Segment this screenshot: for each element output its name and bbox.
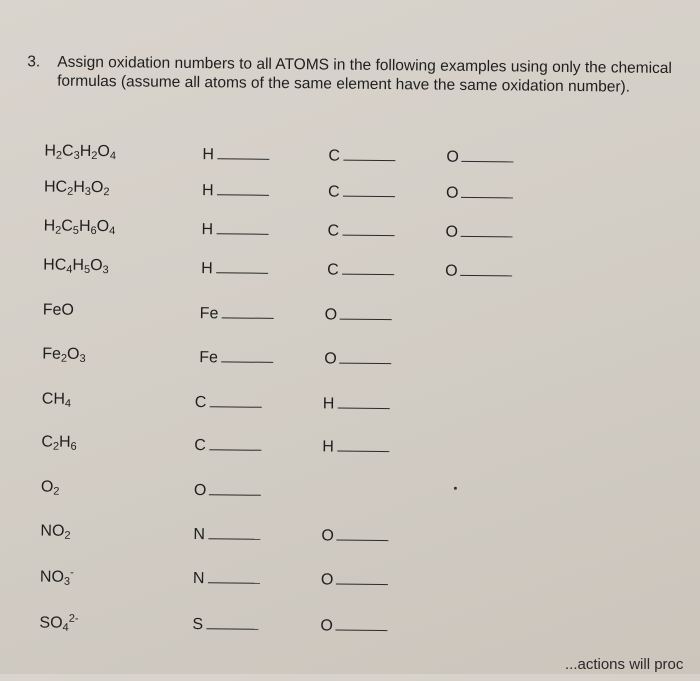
formula-part: 5 xyxy=(72,224,80,237)
oxidation-answer-slot xyxy=(323,393,390,414)
formula-part: 4 xyxy=(64,397,72,410)
answer-blank-line[interactable] xyxy=(207,568,259,584)
formula xyxy=(40,566,74,587)
formula-part: 2 xyxy=(64,529,71,542)
formula-row xyxy=(0,433,695,466)
formula xyxy=(43,256,109,276)
formula-part: H xyxy=(73,178,85,196)
footer-text: ...actions will proc xyxy=(565,656,684,673)
formula xyxy=(44,217,116,237)
answer-blank-line[interactable] xyxy=(342,221,394,237)
element-label: O xyxy=(324,350,337,368)
formula-part: FeO xyxy=(42,301,74,319)
answer-blank-line[interactable] xyxy=(216,258,268,274)
element-label: C xyxy=(327,222,340,240)
formula-part: CH xyxy=(41,390,66,408)
formula-row xyxy=(0,478,695,511)
answer-blank-line[interactable] xyxy=(206,614,258,630)
answer-blank-line[interactable] xyxy=(217,180,269,196)
formula-row xyxy=(0,301,697,334)
formula-part: NO xyxy=(40,522,65,540)
element-label: O xyxy=(320,571,334,589)
oxidation-answer-slot xyxy=(192,614,258,635)
formula xyxy=(42,390,71,409)
element-label: C xyxy=(327,261,339,279)
answer-blank-line[interactable] xyxy=(336,616,388,632)
formula-part: 2 xyxy=(60,352,68,365)
formula-part: SO xyxy=(39,614,63,632)
element-label: H xyxy=(202,146,215,164)
element-label: H xyxy=(322,438,334,456)
oxidation-answer-slot xyxy=(446,147,514,168)
oxidation-answer-slot xyxy=(195,392,262,413)
oxidation-answer-slot xyxy=(194,480,262,501)
answer-blank-line[interactable] xyxy=(209,480,261,496)
oxidation-answer-slot xyxy=(202,180,269,201)
formula-part: 3 xyxy=(63,575,71,588)
element-label: H xyxy=(201,221,214,239)
answer-blank-line[interactable] xyxy=(461,183,513,199)
formula-row xyxy=(0,256,697,289)
oxidation-answer-slot xyxy=(328,181,395,202)
formula-part: H xyxy=(58,433,71,451)
formula xyxy=(44,178,110,198)
element-label: C xyxy=(194,437,206,455)
question-header xyxy=(27,52,687,97)
element-label: Fe xyxy=(199,305,219,323)
formula-part: - xyxy=(70,566,74,579)
element-label: C xyxy=(327,183,340,201)
answer-blank-line[interactable] xyxy=(340,349,392,365)
formula-part: 6 xyxy=(70,440,77,453)
question-number: 3. xyxy=(27,53,41,71)
element-label: N xyxy=(193,526,206,544)
oxidation-answer-slot xyxy=(325,304,393,325)
element-label: C xyxy=(194,394,207,412)
oxidation-answer-slot xyxy=(193,524,260,545)
oxidation-answer-slot xyxy=(327,259,394,280)
formula-part: 2 xyxy=(55,224,62,237)
formula-row xyxy=(0,566,694,599)
answer-blank-line[interactable] xyxy=(209,392,261,408)
oxidation-answer-slot xyxy=(194,435,261,456)
formula-part: 2 xyxy=(67,185,74,198)
answer-blank-line[interactable] xyxy=(217,144,269,160)
answer-blank-line[interactable] xyxy=(337,526,389,542)
formula-part: H xyxy=(72,256,85,274)
formula-part: H xyxy=(78,217,91,235)
formula xyxy=(44,142,116,162)
oxidation-answer-slot xyxy=(322,436,389,457)
formula-part: HC xyxy=(43,178,68,196)
formula-part: 2 xyxy=(55,149,63,162)
formula-part: O xyxy=(40,478,54,496)
formula-part: HC xyxy=(43,256,67,274)
formula-part: H xyxy=(79,142,92,160)
formula-part: 2 xyxy=(53,485,60,498)
formula-part: O xyxy=(90,178,104,197)
formula-part: C xyxy=(62,142,74,160)
element-label: C xyxy=(328,147,341,165)
answer-blank-line[interactable] xyxy=(340,305,392,321)
element-label: O xyxy=(446,148,459,166)
formula-row xyxy=(0,522,694,555)
formula-part: 3 xyxy=(73,149,80,162)
answer-blank-line[interactable] xyxy=(461,261,513,277)
oxidation-answer-slot xyxy=(200,303,274,324)
oxidation-answer-slot xyxy=(445,261,513,282)
element-label: N xyxy=(192,570,205,588)
answer-blank-line[interactable] xyxy=(336,570,388,586)
oxidation-answer-slot xyxy=(201,258,268,279)
element-label: O xyxy=(193,482,207,500)
formula-row xyxy=(0,612,694,645)
formula-part: O xyxy=(96,218,110,236)
formula-part: O xyxy=(67,345,80,363)
oxidation-answer-slot xyxy=(328,145,395,166)
formula-part: 4 xyxy=(66,263,73,276)
formula-part: O xyxy=(97,143,111,161)
formula-part: Fe xyxy=(42,345,62,363)
element-label: O xyxy=(445,262,458,280)
question-text: Assign oxidation numbers to all ATOMS in the following examples using only the chemical formulas (assume all atoms of the same element have the same oxidation number). xyxy=(57,53,672,96)
element-label: H xyxy=(322,395,335,413)
formula-row xyxy=(0,178,698,211)
answer-blank-line[interactable] xyxy=(208,524,260,540)
oxidation-answer-slot xyxy=(193,568,260,589)
formula-part: 3 xyxy=(84,185,91,198)
answer-blank-line[interactable] xyxy=(343,146,395,162)
answer-blank-line[interactable] xyxy=(216,219,268,235)
formula-part: 3 xyxy=(79,352,86,365)
formula-part: H xyxy=(44,142,57,160)
formula xyxy=(41,478,60,497)
oxidation-answer-slot xyxy=(445,222,513,243)
element-label: O xyxy=(445,223,459,241)
formula xyxy=(39,612,78,633)
formula-part: 2- xyxy=(68,612,79,625)
answer-blank-line[interactable] xyxy=(343,182,395,198)
element-label: H xyxy=(201,182,214,200)
stray-mark xyxy=(454,487,457,490)
formula xyxy=(42,345,86,364)
formula-part: 6 xyxy=(90,224,97,238)
formula-part: 4 xyxy=(109,225,116,238)
answer-blank-line[interactable] xyxy=(337,437,389,453)
answer-blank-line[interactable] xyxy=(462,147,514,163)
element-label: Fe xyxy=(199,349,219,367)
oxidation-answer-slot xyxy=(321,525,389,546)
formula-part: 2 xyxy=(52,440,60,453)
formula-row xyxy=(0,390,696,423)
formula-row xyxy=(0,345,696,378)
formula-part: 4 xyxy=(109,150,117,163)
answer-blank-line[interactable] xyxy=(461,222,513,238)
formula-part: C xyxy=(61,217,73,235)
element-label: S xyxy=(192,616,204,634)
oxidation-answer-slot xyxy=(199,347,273,368)
oxidation-answer-slot xyxy=(202,144,269,165)
formula-part: 3 xyxy=(102,264,109,277)
element-label: H xyxy=(201,260,213,278)
oxidation-answer-slot xyxy=(321,569,389,590)
answer-blank-line[interactable] xyxy=(337,394,389,410)
formula-part: 5 xyxy=(83,263,91,276)
formula-part: H xyxy=(43,217,56,235)
formula xyxy=(43,301,74,319)
oxidation-answer-slot xyxy=(446,183,514,204)
formula xyxy=(41,433,77,452)
oxidation-answer-slot xyxy=(320,615,388,636)
element-label: O xyxy=(320,617,334,635)
answer-blank-line[interactable] xyxy=(209,435,261,451)
answer-blank-line[interactable] xyxy=(342,260,394,276)
formula-part: 4 xyxy=(62,621,69,634)
element-label: O xyxy=(321,527,334,545)
element-label: O xyxy=(445,184,459,202)
formula-part: C xyxy=(41,433,54,451)
formula-row xyxy=(0,217,698,250)
formula-part: O xyxy=(90,256,103,275)
element-label: O xyxy=(324,306,338,324)
formula-part: 2 xyxy=(103,186,110,199)
answer-blank-line[interactable] xyxy=(221,303,273,319)
formula-part: NO xyxy=(39,568,65,586)
formula-row xyxy=(0,142,698,175)
oxidation-answer-slot xyxy=(328,220,395,241)
formula xyxy=(40,522,70,541)
formula-part: 2 xyxy=(91,149,98,163)
answer-blank-line[interactable] xyxy=(221,347,273,363)
oxidation-answer-slot xyxy=(324,348,392,369)
oxidation-answer-slot xyxy=(202,219,269,240)
